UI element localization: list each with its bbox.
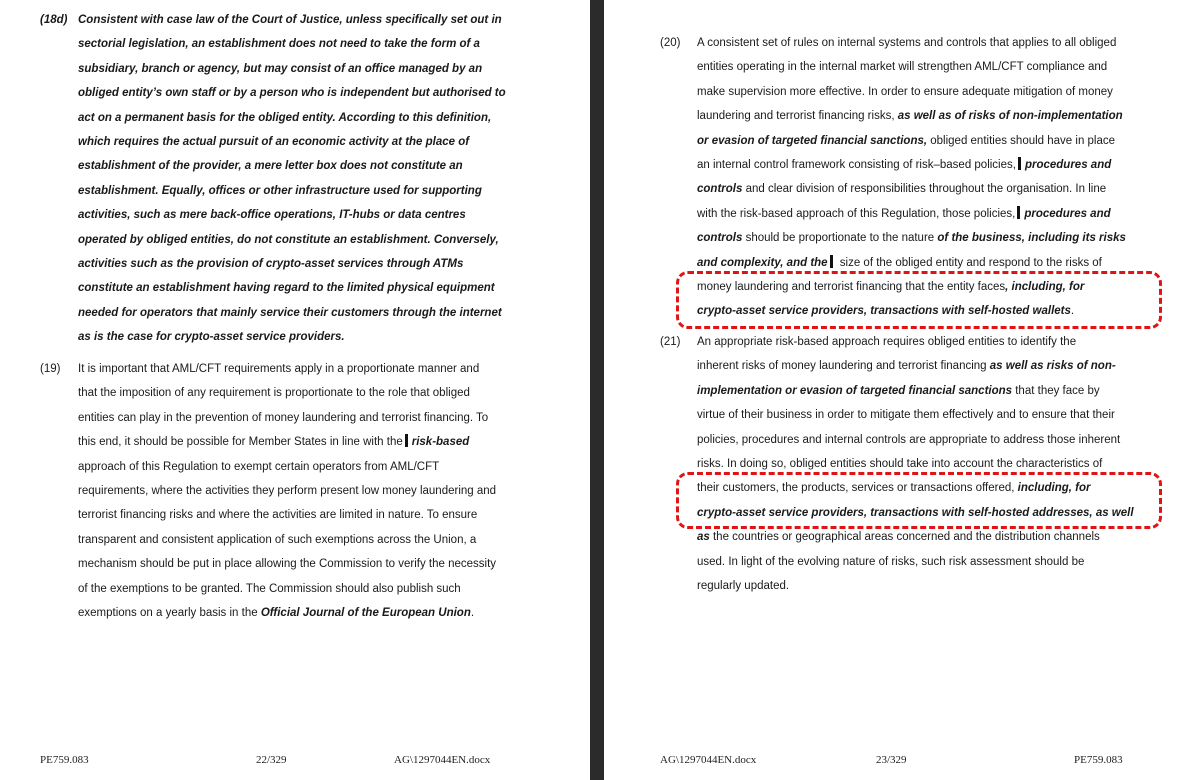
text-line: that the imposition of any requirement is proportionate to the role that obliged bbox=[78, 387, 470, 400]
text-line: needed for operators that mainly service their customers through the internet bbox=[78, 306, 502, 319]
text-span: that they face by bbox=[1012, 384, 1100, 397]
text-line bbox=[697, 354, 1134, 378]
text-line: transparent and consistent application of such exemptions across the Union, a bbox=[78, 533, 477, 546]
text-line: make supervision more effective. In order to ensure adequate mitigation of money bbox=[697, 85, 1113, 98]
text-line: entities operating in the internal market will strengthen AML/CFT compliance and bbox=[697, 61, 1108, 74]
text-line: risks. In doing so, obliged entities should take into account the characteristics of bbox=[697, 457, 1103, 470]
text-line: used. In light of the evolving nature of risks, such risk assessment should be bbox=[697, 555, 1085, 568]
text-span: . bbox=[1070, 305, 1075, 318]
page-divider bbox=[590, 0, 604, 780]
text-line: establishment. Equally, offices or other infrastructure used for supporting bbox=[78, 184, 482, 197]
text-line: which requires the actual pursuit of an economic activity at the place of bbox=[78, 135, 470, 148]
text-line: A consistent set of rules on internal systems and controls that applies to all obliged bbox=[697, 37, 1117, 49]
text-line: terrorist financing risks and where the activities are limited in nature. To ensure bbox=[78, 509, 478, 522]
footer-ref: PE759.083 bbox=[40, 754, 89, 766]
text-span: an internal control framework consisting of risk–based policies, bbox=[697, 158, 1016, 171]
amendment-text: risk-based bbox=[411, 436, 470, 449]
text-line: entities can play in the prevention of money laundering and terrorist financing. To bbox=[78, 411, 489, 424]
amendment-text: or evasion of targeted financial sanctions, bbox=[697, 134, 928, 147]
amendment-text: as well as of risks of non-implementation bbox=[897, 110, 1123, 123]
text-line bbox=[697, 226, 1126, 250]
amendment-text: Official Journal of the European Union bbox=[260, 606, 471, 619]
text-line bbox=[78, 601, 496, 625]
amendment-text: as bbox=[697, 531, 710, 544]
text-line bbox=[697, 129, 1126, 153]
text-span: inherent risks of money laundering and terrorist financing bbox=[697, 360, 990, 373]
text-line: constitute an establishment having regard to the limited physical equipment bbox=[78, 282, 495, 295]
footer-page-number: 22/329 bbox=[256, 754, 287, 766]
change-marker bbox=[830, 255, 833, 268]
text-line: obliged entity’s own staff or by a person who is independent but authorised to bbox=[78, 87, 506, 100]
text-line: An appropriate risk-based approach requires obliged entities to identify the bbox=[697, 336, 1077, 348]
paragraph-text bbox=[697, 31, 1126, 324]
text-line bbox=[697, 476, 1134, 500]
text-line: of the exemptions to be granted. The Commission should also publish such bbox=[78, 582, 461, 595]
text-line: crypto-asset service providers, transactions with self-hosted addresses, as well bbox=[697, 506, 1134, 519]
text-line: mechanism should be put in place allowing the Commission to verify the necessity bbox=[78, 558, 497, 571]
text-line: act on a permanent basis for the obliged entity. According to this definition, bbox=[78, 111, 492, 124]
paragraph-number: (21) bbox=[660, 336, 681, 348]
amendment-text: as well as risks of non- bbox=[989, 360, 1116, 373]
text-line: approach of this Regulation to exempt certain operators from AML/CFT bbox=[78, 460, 440, 473]
text-line: It is important that AML/CFT requirements apply in a proportionate manner and bbox=[78, 363, 480, 375]
text-span: this end, it should be possible for Member States in line with the bbox=[78, 436, 403, 449]
text-line bbox=[697, 104, 1126, 128]
text-line bbox=[697, 299, 1126, 323]
text-line bbox=[697, 202, 1126, 226]
change-marker bbox=[1017, 206, 1020, 219]
paragraph-number: (18d) bbox=[40, 14, 68, 26]
amendment-text: , including, for bbox=[1005, 280, 1085, 293]
text-line: policies, procedures and internal controls are appropriate to address those inherent bbox=[697, 433, 1121, 446]
footer-file-name: AG\1297044EN.docx bbox=[660, 754, 757, 766]
text-line: virtue of their business in order to mitigate them effectively and to ensure that their bbox=[697, 409, 1115, 422]
text-line bbox=[697, 153, 1126, 177]
text-span: exemptions on a yearly basis in the bbox=[78, 606, 258, 619]
text-line: activities such as the provision of crypto-asset services through ATMs bbox=[78, 257, 464, 270]
change-marker bbox=[1018, 157, 1021, 170]
text-line bbox=[697, 177, 1126, 201]
paragraph-text bbox=[78, 8, 506, 349]
text-line: operated by obliged entities, do not constitute an establishment. Conversely, bbox=[78, 233, 499, 246]
text-span: should be proportionate to the nature bbox=[742, 232, 938, 245]
text-span: with the risk-based approach of this Regulation, those policies, bbox=[697, 207, 1016, 220]
text-line: requirements, where the activities they perform present low money laundering and bbox=[78, 484, 497, 497]
text-line bbox=[697, 525, 1134, 549]
amendment-text: procedures and bbox=[1024, 207, 1111, 220]
amendment-text: and complexity, and the bbox=[697, 256, 828, 269]
paragraph-text bbox=[697, 330, 1134, 598]
paragraph-text bbox=[78, 357, 496, 625]
text-line bbox=[78, 430, 496, 454]
text-line: subsidiary, branch or agency, but may consist of an office managed by an bbox=[78, 62, 483, 75]
text-line: Consistent with case law of the Court of Justice, unless specifically set out in bbox=[78, 14, 502, 26]
text-span: laundering and terrorist financing risks, bbox=[697, 110, 895, 123]
amendment-text: procedures and bbox=[1024, 158, 1112, 171]
amendment-text: including, for bbox=[1014, 482, 1091, 495]
paragraph-number: (19) bbox=[40, 363, 61, 375]
text-span: obliged entities should have in place bbox=[927, 134, 1116, 147]
paragraph-number: (20) bbox=[660, 37, 681, 49]
text-span: . bbox=[470, 606, 475, 619]
document-page-left bbox=[0, 0, 590, 780]
amendment-text: implementation or evasion of targeted financial sanctions bbox=[697, 384, 1013, 397]
text-line: as is the case for crypto-asset service providers. bbox=[78, 331, 345, 344]
amendment-text: controls bbox=[697, 232, 743, 245]
text-line bbox=[697, 251, 1126, 275]
footer-file-name: AG\1297044EN.docx bbox=[394, 754, 491, 766]
text-span: their customers, the products, services or transactions offered, bbox=[697, 482, 1015, 495]
text-span: and clear division of responsibilities throughout the organisation. In line bbox=[742, 183, 1107, 196]
text-line bbox=[697, 275, 1126, 299]
text-line bbox=[697, 379, 1134, 403]
amendment-text: of the business, including its risks bbox=[937, 232, 1126, 245]
footer-ref: PE759.083 bbox=[1074, 754, 1123, 766]
amendment-text: controls bbox=[697, 183, 743, 196]
text-line: sectorial legislation, an establishment does not need to take the form of a bbox=[78, 38, 480, 51]
text-span: money laundering and terrorist financing that the entity faces bbox=[697, 280, 1006, 293]
amendment-text: crypto-asset service providers, transactions with self-hosted wallets bbox=[697, 305, 1071, 318]
footer-page-number: 23/329 bbox=[876, 754, 907, 766]
text-line: activities, such as mere back-office operations, IT-hubs or data centres bbox=[78, 209, 466, 222]
text-line: regularly updated. bbox=[697, 579, 790, 592]
change-marker bbox=[405, 434, 408, 447]
document-page-right bbox=[604, 0, 1200, 780]
text-span: the countries or geographical areas concerned and the distribution channels bbox=[709, 531, 1100, 544]
text-line: establishment of the provider, a mere letter box does not constitute an bbox=[78, 160, 463, 173]
text-span: size of the obliged entity and respond to the risks of bbox=[836, 256, 1102, 269]
